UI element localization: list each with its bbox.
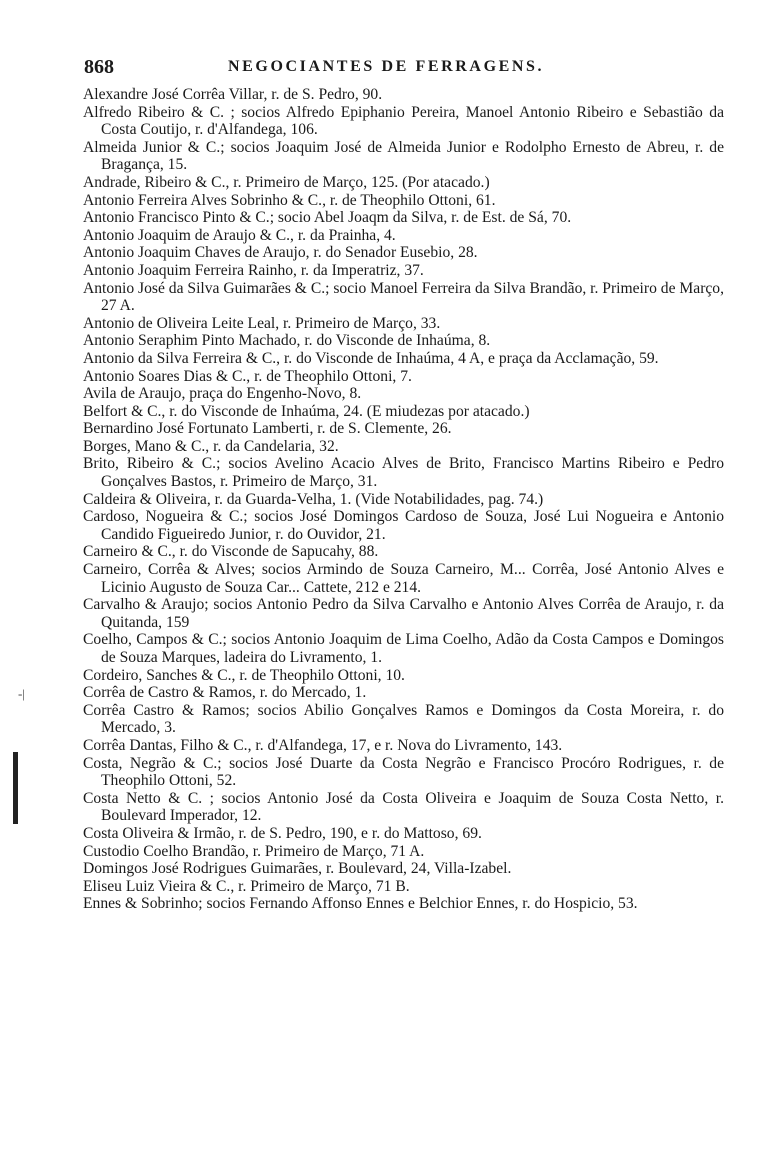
directory-entry: Caldeira & Oliveira, r. da Guarda-Velha, 1. (Vide Notabilidades, pag. 74.) <box>83 490 544 508</box>
directory-entry: Cordeiro, Sanches & C., r. de Theophilo Ottoni, 10. <box>83 666 405 684</box>
page-header <box>84 56 724 82</box>
directory-entry: Costa, Negrão & C.; socios José Duarte da Costa Negrão e Francisco Procóro Rodrigues, r. de Theophilo Ottoni, 52. <box>83 754 724 790</box>
directory-entry: Carneiro & C., r. do Visconde de Sapucahy, 88. <box>83 543 379 561</box>
directory-entry: Carvalho & Araujo; socios Antonio Pedro da Silva Carvalho e Antonio Alves Corrêa de Araujo, r. da Quitanda, 159 <box>83 596 724 631</box>
directory-entry: Antonio Francisco Pinto & C.; socio Abel Joaqm da Silva, r. de Est. de Sá, 70. <box>83 209 572 227</box>
directory-entry: Alfredo Ribeiro & C. ; socios Alfredo Epiphanio Pereira, Manoel Antonio Ribeiro e Sebastião da Costa Coutijo, r. d'Alfandega, 106. <box>83 103 724 139</box>
directory-entry: Ennes & Sobrinho; socios Fernando Affonso Ennes e Belchior Ennes, r. do Hospicio, 53. <box>83 895 638 913</box>
margin-ink-bar <box>13 752 18 824</box>
directory-entry: Antonio Ferreira Alves Sobrinho & C., r. de Theophilo Ottoni, 61. <box>83 191 496 209</box>
directory-entry: Andrade, Ribeiro & C., r. Primeiro de Março, 125. (Por atacado.) <box>83 173 490 191</box>
directory-entry: Corrêa de Castro & Ramos, r. do Mercado, 1. <box>83 684 367 702</box>
running-head-title: NEGOCIANTES DE FERRAGENS. <box>228 58 545 75</box>
directory-entry: Eliseu Luiz Vieira & C., r. Primeiro de Março, 71 B. <box>83 877 410 895</box>
directory-entry: Avila de Araujo, praça do Engenho-Novo, 8. <box>83 385 362 403</box>
directory-entry: Costa Oliveira & Irmão, r. de S. Pedro, 190, e r. do Mattoso, 69. <box>83 824 482 842</box>
directory-entry: Antonio Joaquim Chaves de Araujo, r. do Senador Eusebio, 28. <box>83 244 478 262</box>
directory-entry: Belfort & C., r. do Visconde de Inhaúma, 24. (E miudezas por atacado.) <box>83 402 530 420</box>
directory-entry: Corrêa Dantas, Filho & C., r. d'Alfandega, 17, e r. Nova do Livramento, 143. <box>83 736 563 754</box>
directory-entry: Corrêa Castro & Ramos; socios Abilio Gonçalves Ramos e Domingos da Costa Moreira, r. do Mercado, 3. <box>83 701 724 737</box>
directory-entry: Coelho, Campos & C.; socios Antonio Joaquim de Lima Coelho, Adão da Costa Campos e Domingos de Souza Marques, ladeira do Livramento, 1. <box>83 631 724 666</box>
directory-entry: Domingos José Rodrigues Guimarães, r. Boulevard, 24, Villa-Izabel. <box>83 860 512 878</box>
directory-entry: Costa Netto & C. ; socios Antonio José da Costa Oliveira e Joaquim de Souza Costa Netto, r. Boulevard Imperador, 12. <box>83 789 724 825</box>
directory-entry: Brito, Ribeiro & C.; socios Avelino Acacio Alves de Brito, Francisco Martins Ribeiro e Pedro Gonçalves Bastos, r. Primeiro de Março, 31. <box>83 455 724 491</box>
directory-entry: Antonio da Silva Ferreira & C., r. do Visconde de Inhaúma, 4 A, e praça da Acclamação, 59. <box>83 349 659 367</box>
directory-entry: Bernardino José Fortunato Lamberti, r. de S. Clemente, 26. <box>83 420 452 438</box>
directory-entry: Almeida Junior & C.; socios Joaquim José de Almeida Junior e Rodolpho Ernesto de Abreu, r. de Bragança, 15. <box>83 138 724 174</box>
page-number: 868 <box>84 56 114 78</box>
directory-entry: Cardoso, Nogueira & C.; socios José Domingos Cardoso de Souza, José Lui Nogueira e Antonio Candido Figueiredo Junior, r. do Ouvidor, 21. <box>83 508 724 543</box>
margin-tick-mark: -| <box>18 686 25 701</box>
directory-entry: Antonio Joaquim de Araujo & C., r. da Prainha, 4. <box>83 226 396 244</box>
directory-entry: Antonio Soares Dias & C., r. de Theophilo Ottoni, 7. <box>83 367 412 385</box>
directory-entry: Antonio de Oliveira Leite Leal, r. Primeiro de Março, 33. <box>83 314 441 332</box>
directory-entry: Antonio José da Silva Guimarães & C.; socio Manoel Ferreira da Silva Brandão, r. Primeiro de Março, 27 A. <box>83 279 724 315</box>
directory-entry: Antonio Seraphim Pinto Machado, r. do Visconde de Inhaúma, 8. <box>83 332 491 350</box>
directory-list <box>83 86 724 913</box>
directory-entry: Antonio Joaquim Ferreira Rainho, r. da Imperatriz, 37. <box>83 261 424 279</box>
directory-entry: Borges, Mano & C., r. da Candelaria, 32. <box>83 437 339 455</box>
directory-entry: Custodio Coelho Brandão, r. Primeiro de Março, 71 A. <box>83 842 425 860</box>
directory-entry: Alexandre José Corrêa Villar, r. de S. Pedro, 90. <box>83 86 383 103</box>
directory-entry: Carneiro, Corrêa & Alves; socios Armindo de Souza Carneiro, M... Corrêa, José Antonio Alves e Licinio Augusto de Souza Car... Cattete, 212 e 214. <box>83 561 724 596</box>
